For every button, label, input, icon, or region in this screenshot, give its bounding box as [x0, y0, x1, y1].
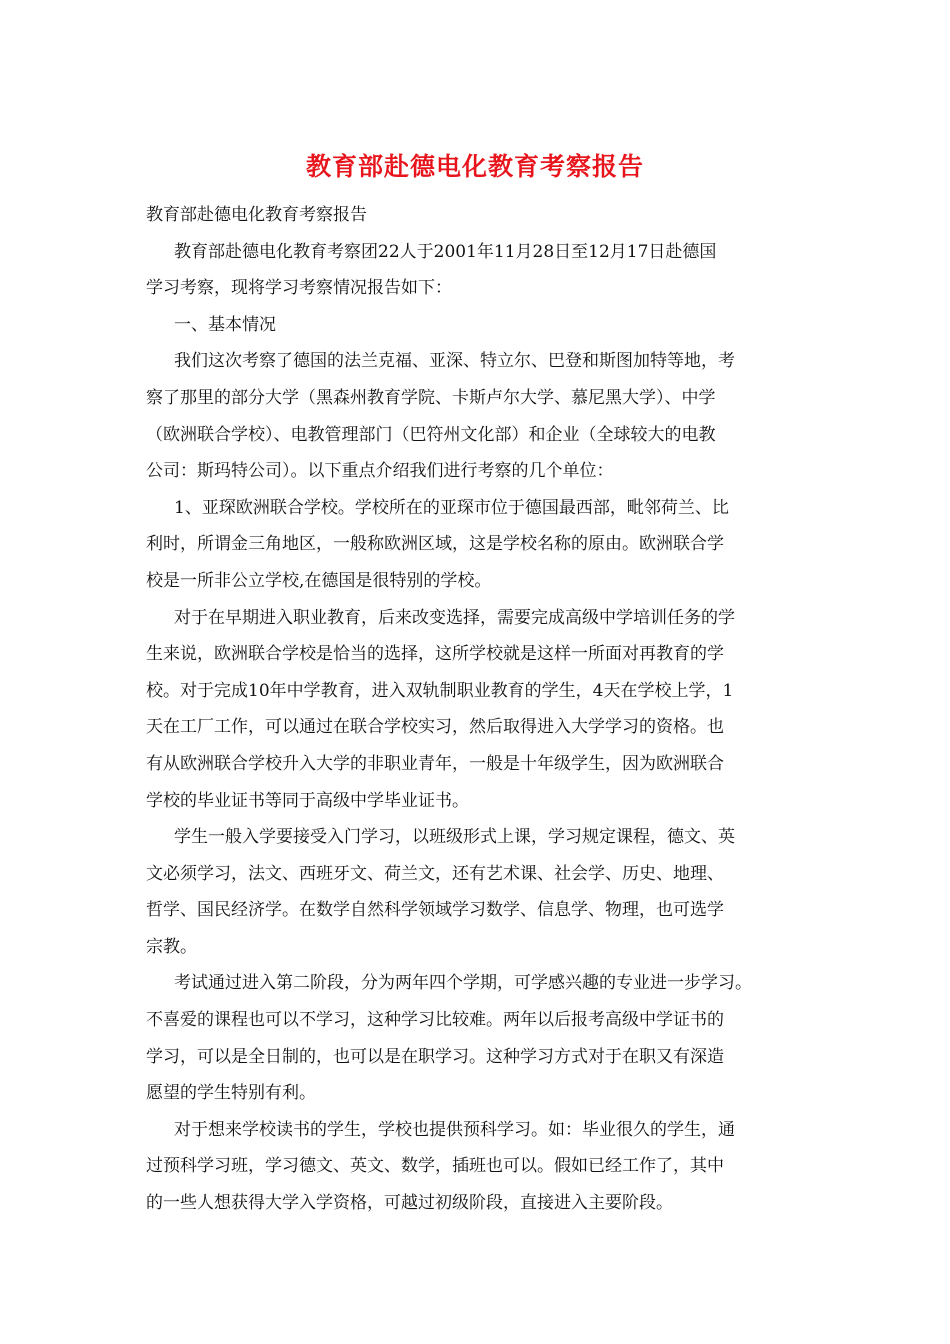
- paragraph-line: 愿望的学生特别有利。: [146, 1083, 316, 1104]
- paragraph-line: 学校的毕业证书等同于高级中学毕业证书。: [146, 790, 469, 811]
- paragraph-line: 的一些人想获得大学入学资格，可越过初级阶段，直接进入主要阶段。: [146, 1193, 673, 1214]
- paragraph-list: [146, 234, 810, 1222]
- paragraph-line: 过预科学习班，学习德文、英文、数学，插班也可以。假如已经工作了，其中: [146, 1156, 724, 1177]
- paragraph-line: 校是一所非公立学校,在德国是很特别的学校。: [146, 570, 492, 591]
- paragraph: [146, 234, 810, 307]
- paragraph-line: 学生一般入学要接受入门学习，以班级形式上课，学习规定课程，德文、英: [174, 827, 735, 848]
- paragraph-line: 一、基本情况: [174, 314, 276, 335]
- paragraph-line: 我们这次考察了德国的法兰克福、亚深、特立尔、巴登和斯图加特等地，考: [174, 351, 735, 372]
- paragraph-line: 教育部赴德电化教育考察团22人于2001年11月28日至12月17日赴德国: [174, 241, 717, 262]
- document-body: [146, 197, 810, 1222]
- paragraph-line: 察了那里的部分大学（黑森州教育学院、卡斯卢尔大学、慕尼黑大学）、中学: [146, 387, 716, 408]
- paragraph-line: 考试通过进入第二阶段，分为两年四个学期，可学感兴趣的专业进一步学习。: [174, 973, 752, 994]
- paragraph-line: 天在工厂工作，可以通过在联合学校实习，然后取得进入大学学习的资格。也: [146, 717, 724, 738]
- paragraph-line: 哲学、国民经济学。在数学自然科学领域学习数学、信息学、物理，也可选学: [146, 900, 724, 921]
- paragraph: [146, 307, 810, 344]
- paragraph-line: 公司：斯玛特公司）。以下重点介绍我们进行考察的几个单位：: [146, 461, 614, 482]
- paragraph-line: 1、亚琛欧洲联合学校。学校所在的亚琛市位于德国最西部，毗邻荷兰、比: [174, 497, 729, 518]
- paragraph-line: 有从欧洲联合学校升入大学的非职业青年，一般是十年级学生，因为欧洲联合: [146, 753, 724, 774]
- paragraph: [146, 343, 810, 489]
- paragraph-line: 学习，可以是全日制的，也可以是在职学习。这种学习方式对于在职又有深造: [146, 1046, 724, 1067]
- paragraph: [146, 819, 810, 965]
- document-title: 教育部赴德电化教育考察报告: [305, 152, 644, 181]
- paragraph: [146, 490, 810, 600]
- paragraph-line: 不喜爱的课程也可以不学习，这种学习比较难。两年以后报考高级中学证书的: [146, 1010, 724, 1031]
- paragraph-line: 对于想来学校读书的学生，学校也提供预科学习。如：毕业很久的学生，通: [174, 1119, 735, 1140]
- paragraph-line: 对于在早期进入职业教育，后来改变选择，需要完成高级中学培训任务的学: [174, 607, 735, 628]
- paragraph-line: 利时，所谓金三角地区，一般称欧洲区域，这是学校名称的原由。欧洲联合学: [146, 534, 724, 555]
- paragraph-line: （欧洲联合学校）、电教管理部门（巴符州文化部）和企业（全球较大的电教: [146, 424, 716, 445]
- paragraph-line: 文必须学习，法文、西班牙文、荷兰文，还有艺术课、社会学、历史、地理、: [146, 863, 724, 884]
- paragraph: [146, 600, 810, 820]
- paragraph: [146, 1112, 810, 1222]
- paragraph: [146, 965, 810, 1111]
- document-subtitle: 教育部赴德电化教育考察报告: [146, 205, 367, 225]
- paragraph-line: 宗教。: [146, 936, 197, 957]
- paragraph-line: 生来说，欧洲联合学校是恰当的选择，这所学校就是这样一所面对再教育的学: [146, 644, 724, 665]
- paragraph-line: 校。对于完成10年中学教育，进入双轨制职业教育的学生，4天在学校上学，1: [146, 680, 734, 701]
- paragraph-line: 学习考察，现将学习考察情况报告如下：: [146, 278, 452, 299]
